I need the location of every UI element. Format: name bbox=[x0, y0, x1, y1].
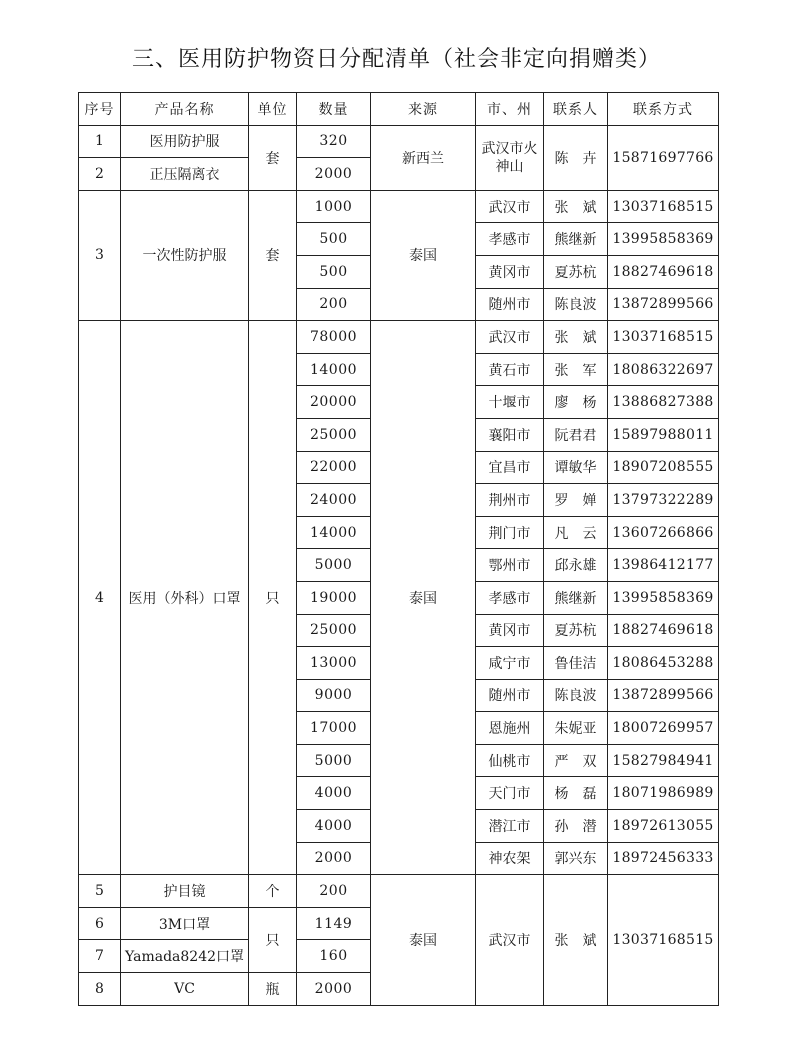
quantity: 1149 bbox=[297, 907, 371, 940]
contact: 张 斌 bbox=[544, 321, 608, 354]
quantity: 4000 bbox=[297, 777, 371, 810]
quantity: 4000 bbox=[297, 810, 371, 843]
product-name: Yamada8242口罩 bbox=[121, 940, 249, 973]
quantity: 22000 bbox=[297, 451, 371, 484]
contact: 夏苏杭 bbox=[544, 255, 608, 288]
header-product: 产品名称 bbox=[121, 93, 249, 126]
row-no: 2 bbox=[79, 158, 121, 191]
phone: 18071986989 bbox=[608, 777, 719, 810]
source: 泰国 bbox=[371, 190, 476, 320]
quantity: 13000 bbox=[297, 647, 371, 680]
quantity: 500 bbox=[297, 223, 371, 256]
contact: 谭敏华 bbox=[544, 451, 608, 484]
table-row bbox=[79, 875, 719, 908]
allocation-table bbox=[78, 92, 719, 1006]
phone: 13607266866 bbox=[608, 516, 719, 549]
source: 泰国 bbox=[371, 321, 476, 875]
phone: 15827984941 bbox=[608, 744, 719, 777]
city: 鄂州市 bbox=[476, 549, 544, 582]
phone: 13797322289 bbox=[608, 484, 719, 517]
quantity: 200 bbox=[297, 875, 371, 908]
city: 武汉市 bbox=[476, 321, 544, 354]
quantity: 14000 bbox=[297, 353, 371, 386]
quantity: 20000 bbox=[297, 386, 371, 419]
product-name: 一次性防护服 bbox=[121, 190, 249, 320]
table-row bbox=[79, 190, 719, 223]
row-no: 4 bbox=[79, 321, 121, 875]
product-name: 医用防护服 bbox=[121, 125, 249, 158]
contact: 张 斌 bbox=[544, 190, 608, 223]
header-city: 市、州 bbox=[476, 93, 544, 126]
quantity: 1000 bbox=[297, 190, 371, 223]
contact: 廖 杨 bbox=[544, 386, 608, 419]
city: 潜江市 bbox=[476, 810, 544, 843]
contact: 罗 婵 bbox=[544, 484, 608, 517]
city: 随州市 bbox=[476, 288, 544, 321]
city: 随州市 bbox=[476, 679, 544, 712]
contact: 杨 磊 bbox=[544, 777, 608, 810]
unit: 只 bbox=[249, 907, 297, 972]
phone: 13986412177 bbox=[608, 549, 719, 582]
quantity: 17000 bbox=[297, 712, 371, 745]
contact: 朱妮亚 bbox=[544, 712, 608, 745]
phone: 13037168515 bbox=[608, 190, 719, 223]
city: 黄冈市 bbox=[476, 614, 544, 647]
phone: 18007269957 bbox=[608, 712, 719, 745]
quantity: 25000 bbox=[297, 614, 371, 647]
unit: 瓶 bbox=[249, 973, 297, 1006]
product-name: VC bbox=[121, 973, 249, 1006]
product-name: 医用（外科）口罩 bbox=[121, 321, 249, 875]
city: 荆州市 bbox=[476, 484, 544, 517]
table-body bbox=[79, 125, 719, 1005]
phone: 13037168515 bbox=[608, 875, 719, 1005]
phone: 13886827388 bbox=[608, 386, 719, 419]
contact: 孙 潜 bbox=[544, 810, 608, 843]
header-phone: 联系方式 bbox=[608, 93, 719, 126]
city: 十堰市 bbox=[476, 386, 544, 419]
quantity: 320 bbox=[297, 125, 371, 158]
contact: 凡 云 bbox=[544, 516, 608, 549]
header-source: 来源 bbox=[371, 93, 476, 126]
row-no: 6 bbox=[79, 907, 121, 940]
quantity: 200 bbox=[297, 288, 371, 321]
row-no: 7 bbox=[79, 940, 121, 973]
source: 新西兰 bbox=[371, 125, 476, 190]
source: 泰国 bbox=[371, 875, 476, 1005]
phone: 13995858369 bbox=[608, 223, 719, 256]
phone: 18086322697 bbox=[608, 353, 719, 386]
quantity: 5000 bbox=[297, 549, 371, 582]
header-qty: 数量 bbox=[297, 93, 371, 126]
product-name: 正压隔离衣 bbox=[121, 158, 249, 191]
contact: 严 双 bbox=[544, 744, 608, 777]
row-no: 5 bbox=[79, 875, 121, 908]
quantity: 25000 bbox=[297, 418, 371, 451]
row-no: 8 bbox=[79, 973, 121, 1006]
quantity: 2000 bbox=[297, 842, 371, 875]
contact: 夏苏杭 bbox=[544, 614, 608, 647]
unit: 只 bbox=[249, 321, 297, 875]
city: 襄阳市 bbox=[476, 418, 544, 451]
contact: 阮君君 bbox=[544, 418, 608, 451]
row-no: 3 bbox=[79, 190, 121, 320]
phone: 15871697766 bbox=[608, 125, 719, 190]
city: 孝感市 bbox=[476, 223, 544, 256]
quantity: 24000 bbox=[297, 484, 371, 517]
quantity: 14000 bbox=[297, 516, 371, 549]
city: 天门市 bbox=[476, 777, 544, 810]
table-row bbox=[79, 125, 719, 158]
product-name: 护目镜 bbox=[121, 875, 249, 908]
contact: 鲁佳洁 bbox=[544, 647, 608, 680]
quantity: 19000 bbox=[297, 581, 371, 614]
quantity: 5000 bbox=[297, 744, 371, 777]
row-no: 1 bbox=[79, 125, 121, 158]
contact: 张 军 bbox=[544, 353, 608, 386]
product-name: 3M口罩 bbox=[121, 907, 249, 940]
phone: 18827469618 bbox=[608, 255, 719, 288]
quantity: 9000 bbox=[297, 679, 371, 712]
unit: 套 bbox=[249, 190, 297, 320]
city: 宜昌市 bbox=[476, 451, 544, 484]
contact: 郭兴东 bbox=[544, 842, 608, 875]
quantity: 160 bbox=[297, 940, 371, 973]
phone: 18086453288 bbox=[608, 647, 719, 680]
header-row bbox=[79, 93, 719, 126]
phone: 18907208555 bbox=[608, 451, 719, 484]
quantity: 500 bbox=[297, 255, 371, 288]
contact: 陈 卉 bbox=[544, 125, 608, 190]
city: 孝感市 bbox=[476, 581, 544, 614]
unit: 套 bbox=[249, 125, 297, 190]
contact: 邱永雄 bbox=[544, 549, 608, 582]
unit: 个 bbox=[249, 875, 297, 908]
phone: 18827469618 bbox=[608, 614, 719, 647]
city: 荆门市 bbox=[476, 516, 544, 549]
phone: 13872899566 bbox=[608, 288, 719, 321]
contact: 熊继新 bbox=[544, 581, 608, 614]
city: 黄冈市 bbox=[476, 255, 544, 288]
city: 黄石市 bbox=[476, 353, 544, 386]
city: 神农架 bbox=[476, 842, 544, 875]
contact: 张 斌 bbox=[544, 875, 608, 1005]
city: 仙桃市 bbox=[476, 744, 544, 777]
contact: 熊继新 bbox=[544, 223, 608, 256]
phone: 18972613055 bbox=[608, 810, 719, 843]
phone: 15897988011 bbox=[608, 418, 719, 451]
city: 武汉市 bbox=[476, 875, 544, 1005]
header-unit: 单位 bbox=[249, 93, 297, 126]
table-row bbox=[79, 321, 719, 354]
phone: 13037168515 bbox=[608, 321, 719, 354]
phone: 13872899566 bbox=[608, 679, 719, 712]
contact: 陈良波 bbox=[544, 679, 608, 712]
quantity: 2000 bbox=[297, 973, 371, 1006]
phone: 13995858369 bbox=[608, 581, 719, 614]
city: 咸宁市 bbox=[476, 647, 544, 680]
header-no: 序号 bbox=[79, 93, 121, 126]
city: 武汉市火神山 bbox=[476, 125, 544, 190]
city: 恩施州 bbox=[476, 712, 544, 745]
quantity: 78000 bbox=[297, 321, 371, 354]
contact: 陈良波 bbox=[544, 288, 608, 321]
page-title: 三、医用防护物资日分配清单（社会非定向捐赠类） bbox=[131, 47, 661, 72]
phone: 18972456333 bbox=[608, 842, 719, 875]
header-contact: 联系人 bbox=[544, 93, 608, 126]
quantity: 2000 bbox=[297, 158, 371, 191]
city: 武汉市 bbox=[476, 190, 544, 223]
